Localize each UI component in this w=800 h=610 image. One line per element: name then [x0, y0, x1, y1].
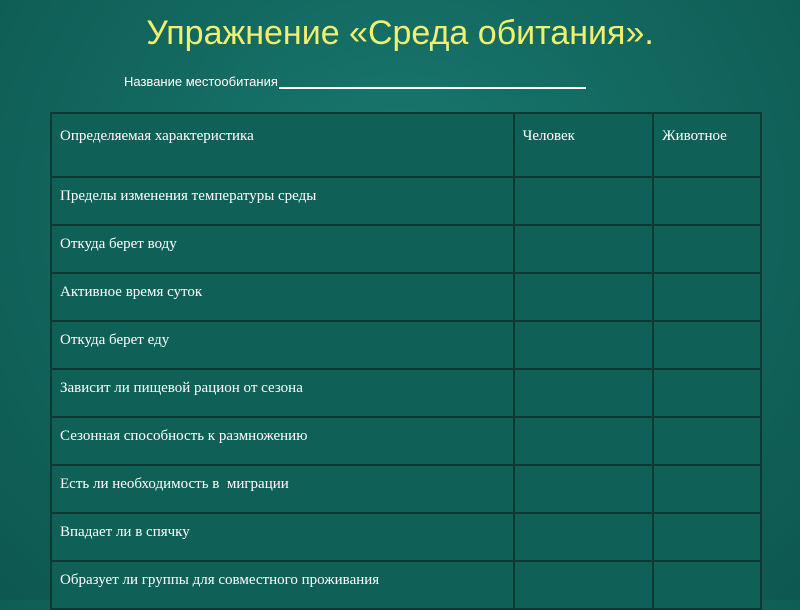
row-label: Пределы изменения температуры среды [51, 177, 514, 225]
animal-cell [653, 321, 761, 369]
human-cell [514, 417, 654, 465]
habitat-label: Название местообитания [124, 74, 278, 89]
table-row [51, 369, 761, 417]
table-row [51, 417, 761, 465]
row-label: Есть ли необходимость в миграции [51, 465, 514, 513]
human-cell [514, 513, 654, 561]
table-row [51, 273, 761, 321]
row-label: Впадает ли в спячку [51, 513, 514, 561]
row-label: Образует ли группы для совместного проживания [51, 561, 514, 609]
human-cell [514, 225, 654, 273]
human-cell [514, 177, 654, 225]
row-label: Откуда берет еду [51, 321, 514, 369]
animal-cell [653, 369, 761, 417]
animal-cell [653, 417, 761, 465]
human-cell [514, 465, 654, 513]
table-row [51, 513, 761, 561]
table-row [51, 465, 761, 513]
human-cell [514, 369, 654, 417]
animal-cell [653, 177, 761, 225]
row-label: Активное время суток [51, 273, 514, 321]
header-animal: Животное [653, 113, 761, 177]
row-label: Сезонная способность к размножению [51, 417, 514, 465]
table-row [51, 561, 761, 609]
header-characteristic: Определяемая характеристика [51, 113, 514, 177]
animal-cell [653, 513, 761, 561]
row-label: Зависит ли пищевой рацион от сезона [51, 369, 514, 417]
human-cell [514, 321, 654, 369]
slide-title: Упражнение «Среда обитания». [146, 14, 654, 52]
table-row [51, 321, 761, 369]
habitat-name-field [124, 74, 586, 89]
human-cell [514, 273, 654, 321]
animal-cell [653, 225, 761, 273]
table-header-row [51, 113, 761, 177]
animal-cell [653, 273, 761, 321]
header-human: Человек [514, 113, 654, 177]
animal-cell [653, 465, 761, 513]
table-row [51, 225, 761, 273]
characteristics-table [50, 112, 762, 610]
animal-cell [653, 561, 761, 609]
habitat-blank-line [279, 75, 586, 89]
table-row [51, 177, 761, 225]
human-cell [514, 561, 654, 609]
row-label: Откуда берет воду [51, 225, 514, 273]
